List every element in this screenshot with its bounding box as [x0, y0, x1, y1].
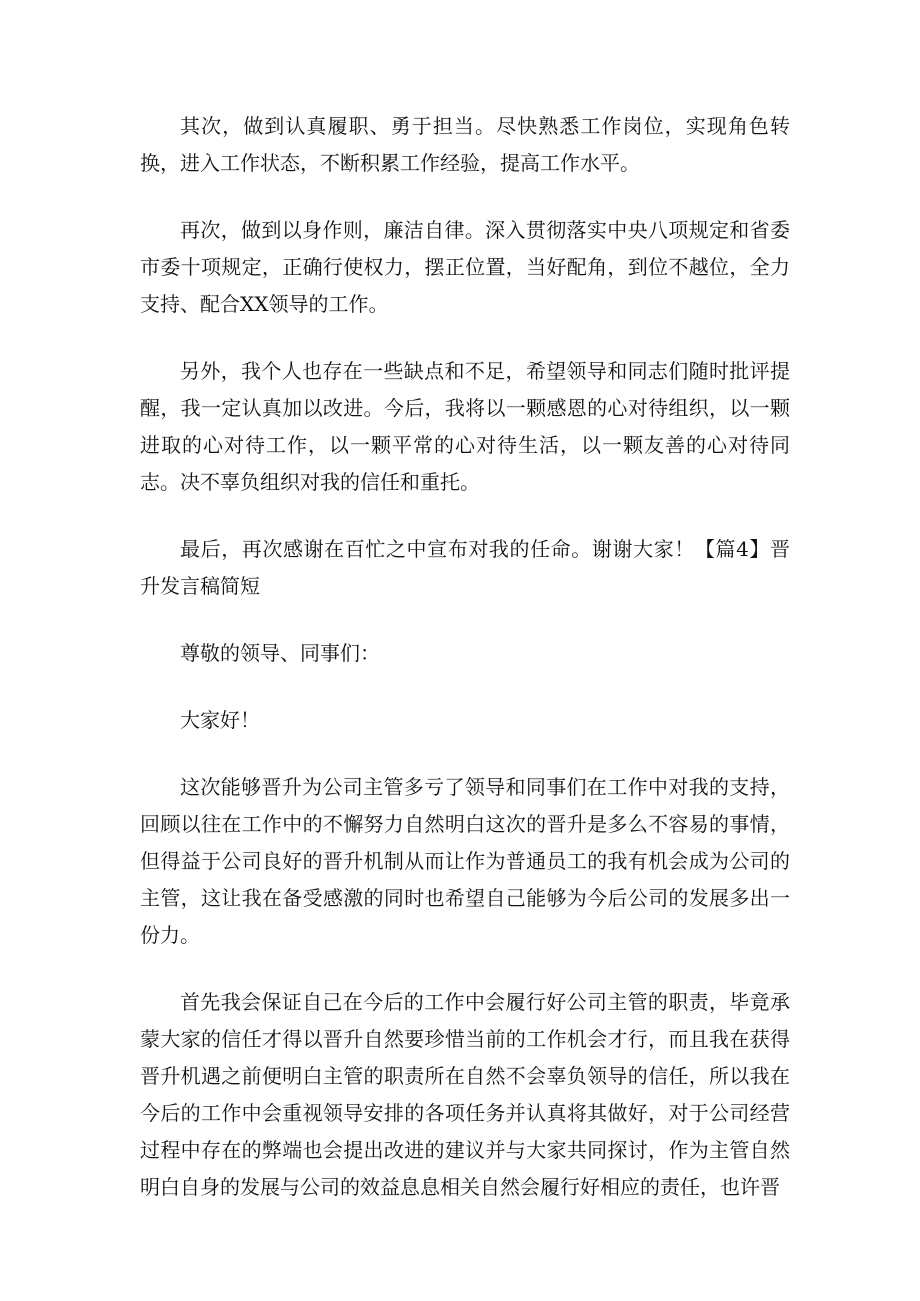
greeting: 大家好！	[180, 708, 260, 732]
paragraph: 最后，再次感谢在百忙之中宣布对我的任命。谢谢大家！【篇4】晋升发言稿简短	[140, 537, 790, 598]
salutation: 尊敬的领导、同事们：	[180, 641, 380, 665]
paragraph: 另外，我个人也存在一些缺点和不足，希望领导和同志们随时批评提醒，我一定认真加以改进。今后，我将以一颗感恩的心对待组织，以一颗进取的心对待工作，以一颗平常的心对待生活，以一颗友善的心对待同志。决不辜负组织对我的信任和重托。	[140, 359, 790, 494]
paragraph: 其次，做到认真履职、勇于担当。尽快熟悉工作岗位，实现角色转换，进入工作状态，不断积累工作经验，提高工作水平。	[140, 114, 790, 175]
paragraph: 再次，做到以身作则，廉洁自律。深入贯彻落实中央八项规定和省委市委十项规定，正确行使权力，摆正位置，当好配角，到位不越位，全力支持、配合XX领导的工作。	[140, 218, 790, 316]
paragraph: 首先我会保证自己在今后的工作中会履行好公司主管的职责，毕竟承蒙大家的信任才得以晋升自然要珍惜当前的工作机会才行，而且我在获得晋升机遇之前便明白主管的职责所在自然不会辜负领导的信任，所以我在今后的工作中会重视领导安排的各项任务并认真将其做好，对于公司经营过程中存在的弊端也会提出改进的建议并与大家共同探讨，作为主管自然明白自身的发展与公司的效益息息相关自然会履行好相应的责任，也许晋	[140, 990, 790, 1199]
document-body	[140, 108, 790, 1236]
paragraph: 这次能够晋升为公司主管多亏了领导和同事们在工作中对我的支持，回顾以往在工作中的不懈努力自然明白这次的晋升是多么不容易的事情，但得益于公司良好的晋升机制从而让作为普通员工的我有机会成为公司的主管，这让我在备受感激的同时也希望自己能够为今后公司的发展多出一份力。	[140, 775, 790, 947]
